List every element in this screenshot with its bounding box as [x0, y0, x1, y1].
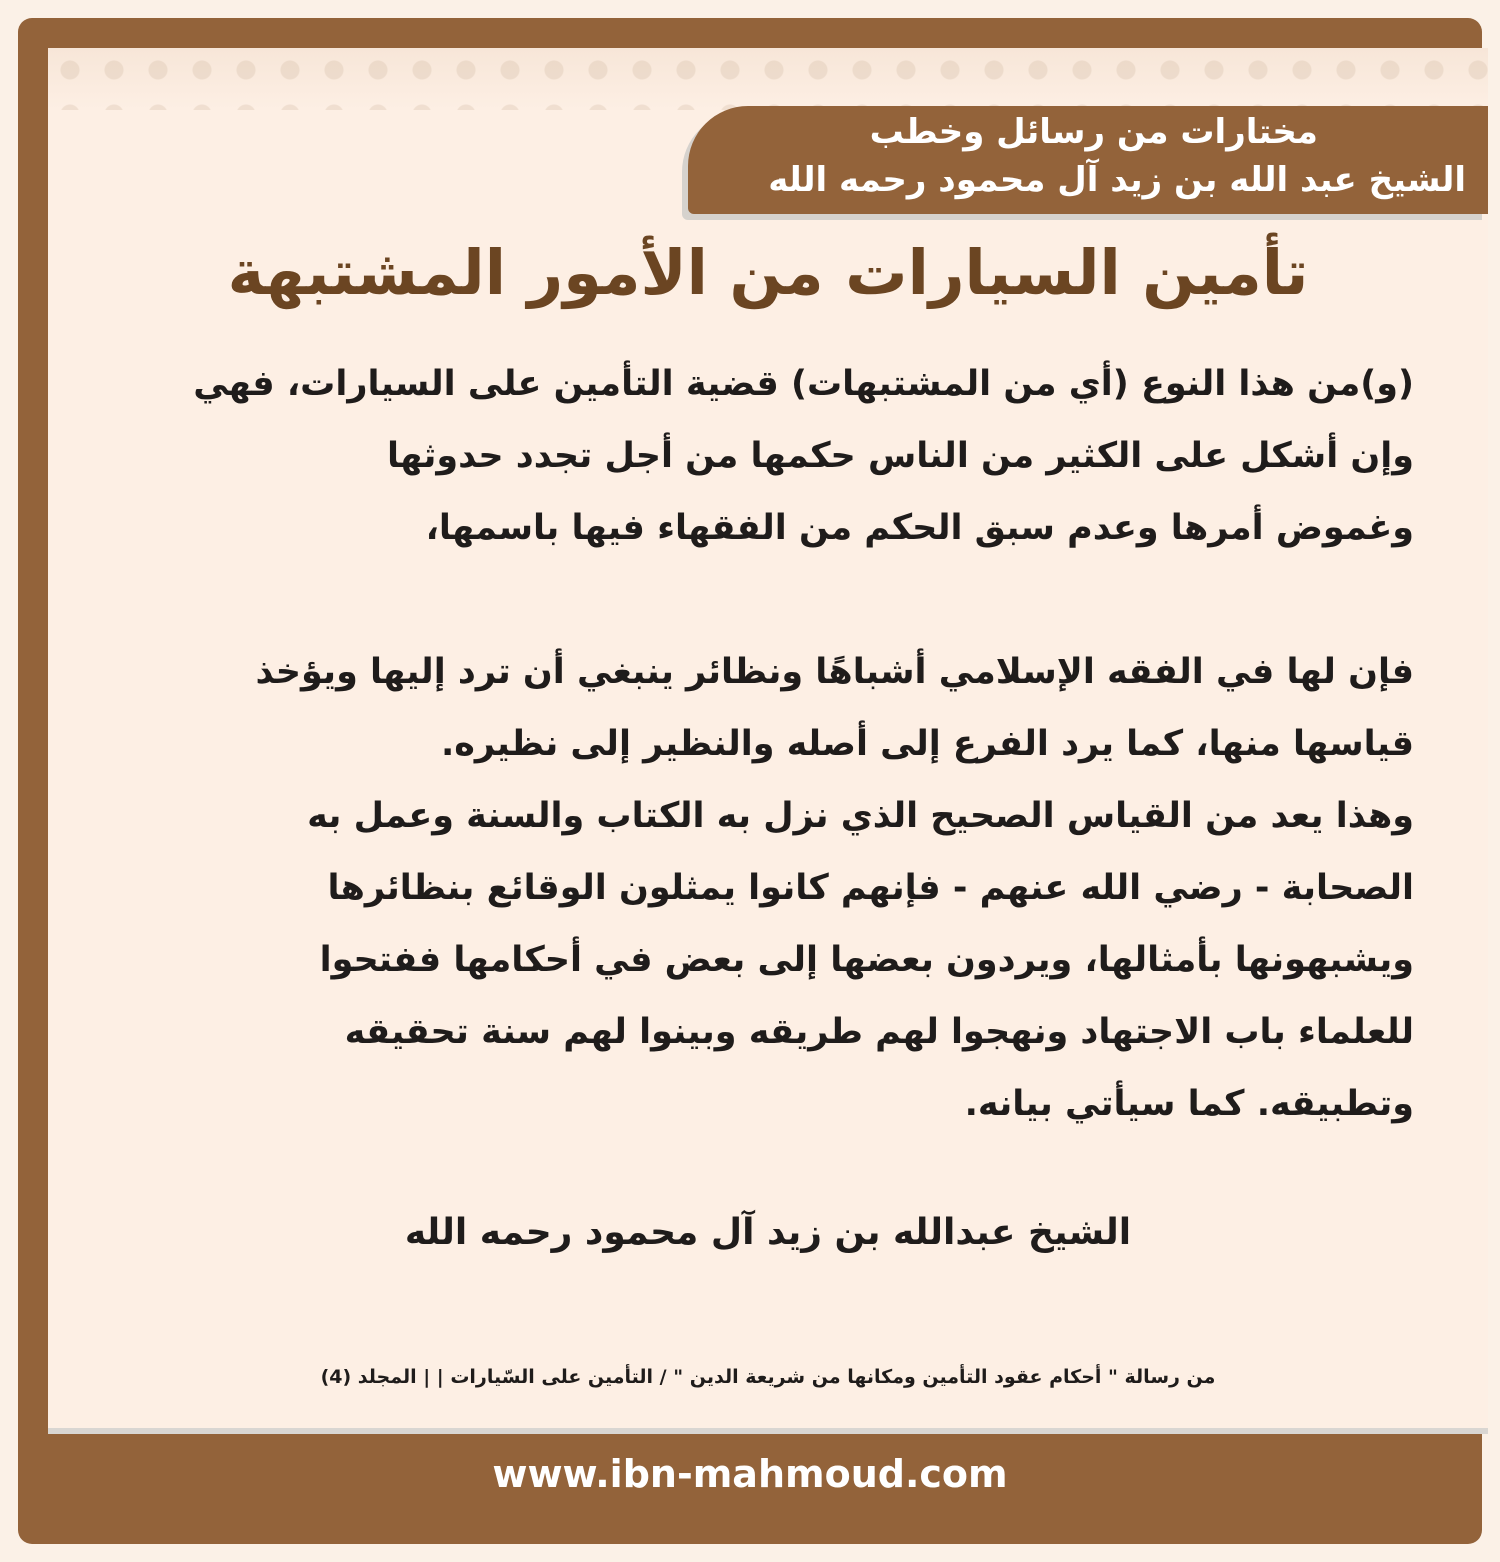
header-series-title: مختارات من رسائل وخطب	[869, 112, 1318, 152]
body-line: ويشبهونها بأمثالها، ويردون بعضها إلى بعض في أحكامها ففتحوا	[319, 940, 1414, 980]
body-line: للعلماء باب الاجتهاد ونهجوا لهم طريقه وبينوا لهم سنة تحقيقه	[344, 1012, 1414, 1052]
header-banner	[688, 106, 1488, 214]
body-line: قياسها منها، كما يرد الفرع إلى أصله والنظير إلى نظيره.	[440, 724, 1414, 764]
author-signature: الشيخ عبدالله بن زيد آل محمود رحمه الله	[404, 1212, 1132, 1253]
body-line: وإن أشكل على الكثير من الناس حكمها من أجل تجدد حدوثها	[386, 436, 1414, 476]
decorative-pattern	[48, 48, 1488, 110]
body-line: (و)من هذا النوع (أي من المشتبهات) قضية التأمين على السيارات، فهي	[193, 364, 1414, 404]
content-panel	[48, 48, 1488, 1434]
source-citation: من رسالة " أحكام عقود التأمين ومكانها من شريعة الدين " / التأمين على السّيارات | | المجلد (4)	[320, 1366, 1216, 1388]
paragraph-gap	[158, 564, 1414, 636]
body-line: وغموض أمرها وعدم سبق الحكم من الفقهاء فيها باسمها،	[425, 508, 1414, 548]
body-line: الصحابة - رضي الله عنهم - فإنهم كانوا يمثلون الوقائع بنظائرها	[327, 868, 1414, 908]
page-frame	[18, 18, 1482, 1544]
article-body	[158, 348, 1414, 1140]
body-line: فإن لها في الفقه الإسلامي أشباهًا ونظائر ينبغي أن ترد إليها ويؤخذ	[255, 652, 1414, 692]
website-link[interactable]: www.ibn-mahmoud.com	[492, 1452, 1008, 1496]
body-line: وهذا يعد من القياس الصحيح الذي نزل به الكتاب والسنة وعمل به	[307, 796, 1414, 836]
article-title: تأمين السيارات من الأمور المشتبهة	[227, 236, 1309, 309]
body-line: وتطبيقه. كما سيأتي بيانه.	[964, 1084, 1414, 1124]
header-author-name: الشيخ عبد الله بن زيد آل محمود رحمه الله	[768, 160, 1466, 200]
